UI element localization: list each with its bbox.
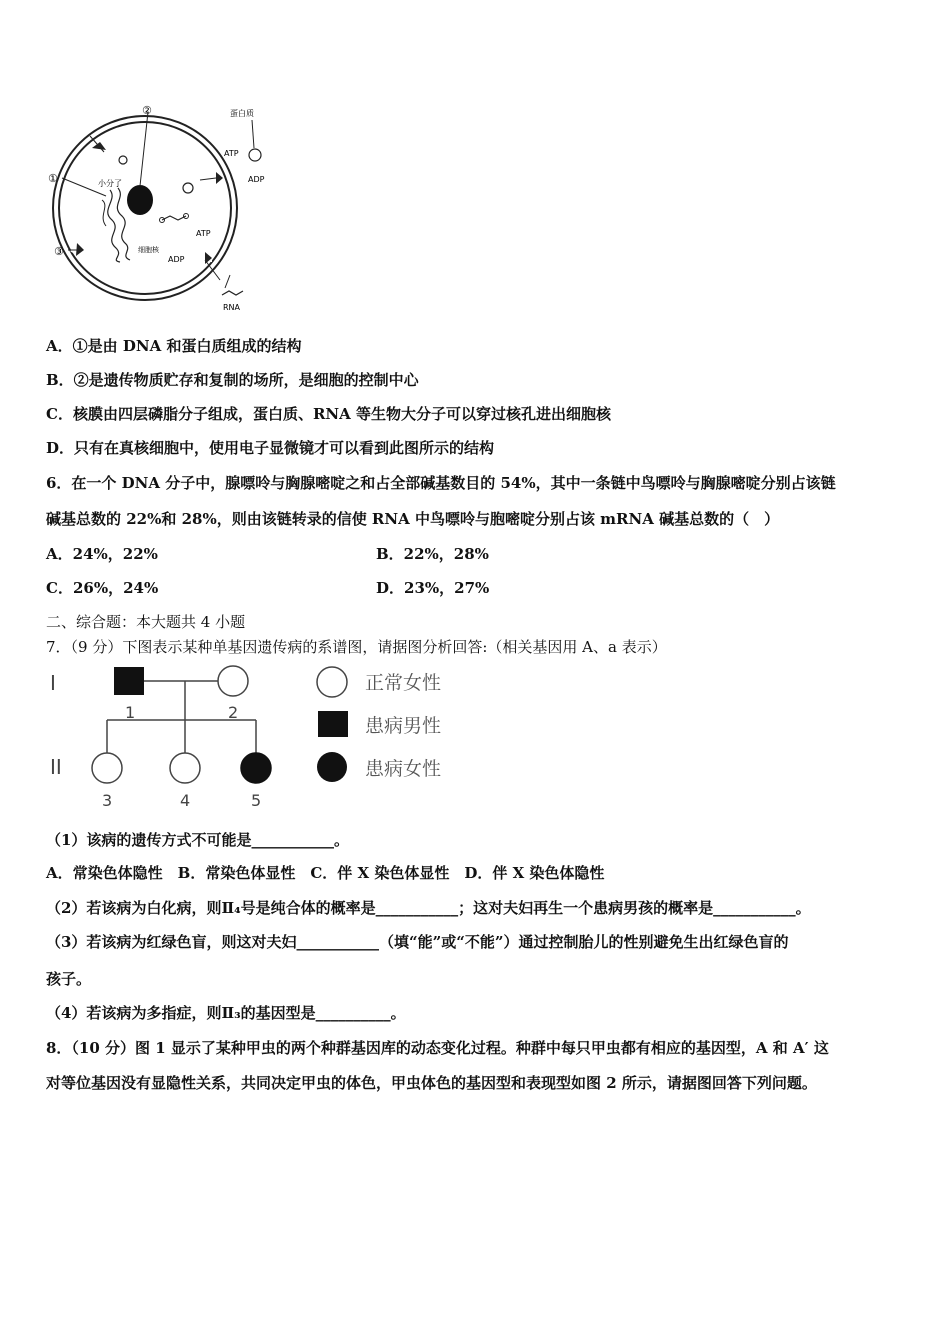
normal-female-II3 (92, 753, 122, 783)
generation-2-label: II (50, 755, 62, 779)
q7-sub1: （1）该病的遗传方式不可能是___________。 (46, 831, 349, 849)
number-4: 4 (180, 791, 191, 810)
adp-top-label: ADP (248, 175, 265, 184)
q7-intro: 7．（9 分）下图表示某种单基因遗传病的系谱图，请据图分析回答:（相关基因用 A、a 表示） (46, 638, 667, 656)
affected-male-I1 (114, 667, 144, 695)
pointer-rna (225, 275, 230, 288)
q6-stem-line2: 碱基总数的 22%和 28%，则由该链转录的信使 RNA 中鸟嘌呤与胞嘧啶分别占该 mRNA 碱基总数的（ ） (46, 510, 780, 528)
chromatin (108, 190, 120, 262)
number-3: 3 (102, 791, 113, 810)
section-heading: 二、综合题：本大题共 4 小题 (46, 613, 246, 631)
pointer-2 (140, 112, 148, 186)
rna-strand (162, 216, 186, 220)
legend-affected-male-text: 患病男性 (365, 715, 442, 737)
q6-option-a: A．24%，22% (46, 545, 158, 563)
atp-bottom-label: ATP (196, 229, 211, 238)
protein-label: 蛋白质 (230, 109, 254, 118)
adp-bottom-label: ADP (168, 255, 185, 264)
legend-normal-female-text: 正常女性 (365, 672, 442, 694)
q7-sub3-line2: 孩子。 (46, 970, 92, 988)
q6-option-d: D．23%，27% (376, 579, 490, 597)
number-5: 5 (251, 791, 262, 810)
q5-option-d: D．只有在真核细胞中，使用电子显微镜才可以看到此图所示的结构 (46, 439, 495, 457)
q5-option-c: C．核膜由四层磷脂分子组成，蛋白质、RNA 等生物大分子可以穿过核孔进出细胞核 (46, 405, 611, 423)
pointer-protein (252, 120, 254, 148)
legend-affected-male-symbol (318, 711, 348, 737)
rna-strand-out (222, 291, 243, 295)
q6-option-c: C．26%，24% (46, 579, 159, 597)
cell-nucleus-diagram (40, 100, 280, 315)
generation-1-label: I (50, 671, 56, 695)
normal-female-I2 (218, 666, 248, 696)
q7-sub2: （2）若该病为白化病，则Ⅱ₄号是纯合体的概率是___________；这对夫妇再生一个患病男孩的概率是___________。 (46, 899, 811, 917)
q6-stem-line1: 6．在一个 DNA 分子中，腺嘌呤与胸腺嘧啶之和占全部碱基数目的 54%，其中一条链中鸟嘌呤与胸腺嘧啶分别占该链 (46, 474, 836, 492)
molecule (119, 156, 127, 164)
legend-affected-female-text: 患病女性 (365, 758, 442, 780)
normal-female-II4 (170, 753, 200, 783)
label-1: ① (48, 172, 58, 185)
number-1: 1 (125, 703, 136, 722)
small-molecule-label: 小分了 (98, 179, 122, 188)
q7-sub3-line1: （3）若该病为红绿色盲，则这对夫妇___________（填“能”或“不能”）通过控制胎儿的性别避免生出红绿色盲的 (46, 933, 789, 951)
q7-sub1-options: A．常染色体隐性 B．常染色体显性 C．伴 X 染色体显性 D．伴 X 染色体隐性 (46, 864, 605, 882)
q7-sub4: （4）若该病为多指症，则Ⅱ₃的基因型是__________。 (46, 1004, 406, 1022)
q8-line2: 对等位基因没有显隐性关系，共同决定甲虫的体色，甲虫体色的基因型和表现型如图 2 所示，请据图回答下列问题。 (46, 1074, 817, 1092)
pedigree-chart (40, 662, 480, 812)
label-3: ③ (54, 245, 64, 258)
legend-affected-female-symbol (317, 752, 347, 782)
label-2: ② (142, 104, 152, 117)
legend-normal-female-symbol (317, 667, 347, 697)
nucleolus (127, 185, 153, 215)
q6-option-b: B．22%，28% (376, 545, 489, 563)
chromatin (102, 200, 106, 226)
q5-option-b: B．②是遗传物质贮存和复制的场所，是细胞的控制中心 (46, 371, 419, 389)
q5-option-a: A．①是由 DNA 和蛋白质组成的结构 (46, 337, 302, 355)
rna-label: RNA (223, 303, 241, 312)
affected-female-II5 (241, 753, 271, 783)
protein-blob (249, 149, 261, 161)
nucleolus-label: 细胞核 (138, 246, 159, 254)
number-2: 2 (228, 703, 239, 722)
q8-line1: 8．（10 分）图 1 显示了某种甲虫的两个种群基因库的动态变化过程。种群中每只甲虫都有相应的基因型，A 和 A′ 这 (46, 1039, 829, 1057)
atp-top-label: ATP (224, 149, 239, 158)
protein-blob (183, 183, 193, 193)
